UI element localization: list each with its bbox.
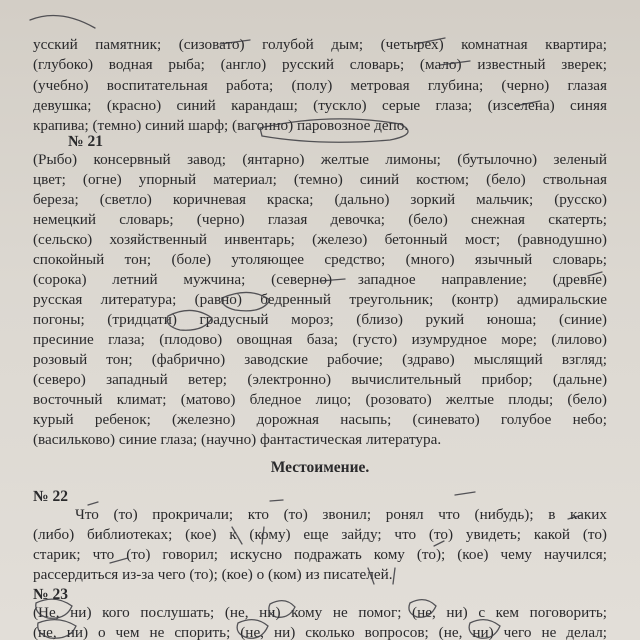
text-line: (Не, ни) кого послушать; (не, ни) кому не помог; (не, ни) с кем поговорить; [33, 604, 607, 621]
pencil-strike-mark [270, 500, 283, 501]
text-line: (учебно) воспитательная работа; (полу) метровая глубина; (черно) глазая [33, 77, 607, 94]
text-line: усский памятник; (сизовато) голубой дым; (четырех) комнатная квартира; [33, 36, 607, 53]
text-line: крапива; (темно) синий шарф; (вагонно) паровозное депо. [33, 117, 409, 134]
pencil-strike-mark [455, 492, 475, 495]
section-title: Местоимение. [270, 459, 370, 476]
text-line: русская литература; (равно) бедренный треугольник; (контр) адмиральские [33, 291, 607, 308]
text-line: немецкий словарь; (черно) глазая девочка; (бело) снежная скатерть; [33, 211, 607, 228]
text-line: Что (то) прокричали; кто (то) звонил; ронял что (нибудь); в каких [75, 506, 607, 523]
text-line: (глубоко) водная рыба; (англо) русский словарь; (мало) известный зверек; [33, 56, 607, 73]
exercise-23-heading: № 23 [33, 586, 68, 603]
text-line: цвет; (огне) упорный материал; (темно) синий костюм; (бело) ствольная [33, 171, 607, 188]
pencil-strike-mark [88, 502, 98, 505]
text-line: (либо) библиотеках; (кое) к (кому) еще зайду; что (то) увидеть; какой (то) [33, 526, 607, 543]
text-line: пресиние глаза; (плодово) овощная база; (густо) изумрудное море; (лилово) [33, 331, 607, 348]
text-line: курый ребенок; (железно) дорожная насыпь; (синевато) голубое небо; [33, 411, 607, 428]
pencil-arc-mark [30, 16, 95, 29]
text-line: розовый тон; (фабрично) заводские рабочие; (здраво) мыслящий взгляд; [33, 351, 607, 368]
text-line: спокойный тон; (боле) утоляющее средство; (много) язычный словарь; [33, 251, 607, 268]
text-line: береза; (светло) коричневая краска; (дально) зоркий мальчик; (русско) [33, 191, 607, 208]
exercise-22-heading: № 22 [33, 488, 68, 505]
text-line: (не, ни) о чем не спорить; (не, ни) сколько вопросов; (не, ни) чего не делал; [33, 624, 607, 640]
text-line: старик; что (то) говорил; искусно подражать кому (то); (кое) чему научился; [33, 546, 607, 563]
text-line: погоны; (тридцати) градусный мороз; (близо) рукий юноша; (синие) [33, 311, 607, 328]
exercise-21-heading: № 21 [68, 133, 103, 150]
text-line: (васильково) синие глаза; (научно) фантастическая литература. [33, 431, 442, 448]
text-line: (Рыбо) консервный завод; (янтарно) желтые лимоны; (бутылочно) зеленый [33, 151, 607, 168]
text-line: (сорока) летний мужчина; (северно) западное направление; (древне) [33, 271, 607, 288]
text-line: восточный климат; (матово) бледное лицо; (розовато) желтые плоды; (бело) [33, 391, 607, 408]
text-line: (сельско) хозяйственный инвентарь; (железо) бетонный мост; (равнодушно) [33, 231, 607, 248]
text-line: девушка; (красно) синий карандаш; (тускло) серые глаза; (изселена) синяя [33, 97, 607, 114]
text-line: рассердиться из-за чего (то); (кое) о (ком) из писателей. [33, 566, 393, 583]
text-line: (северо) западный ветер; (электронно) вычислительный прибор; (дальне) [33, 371, 607, 388]
